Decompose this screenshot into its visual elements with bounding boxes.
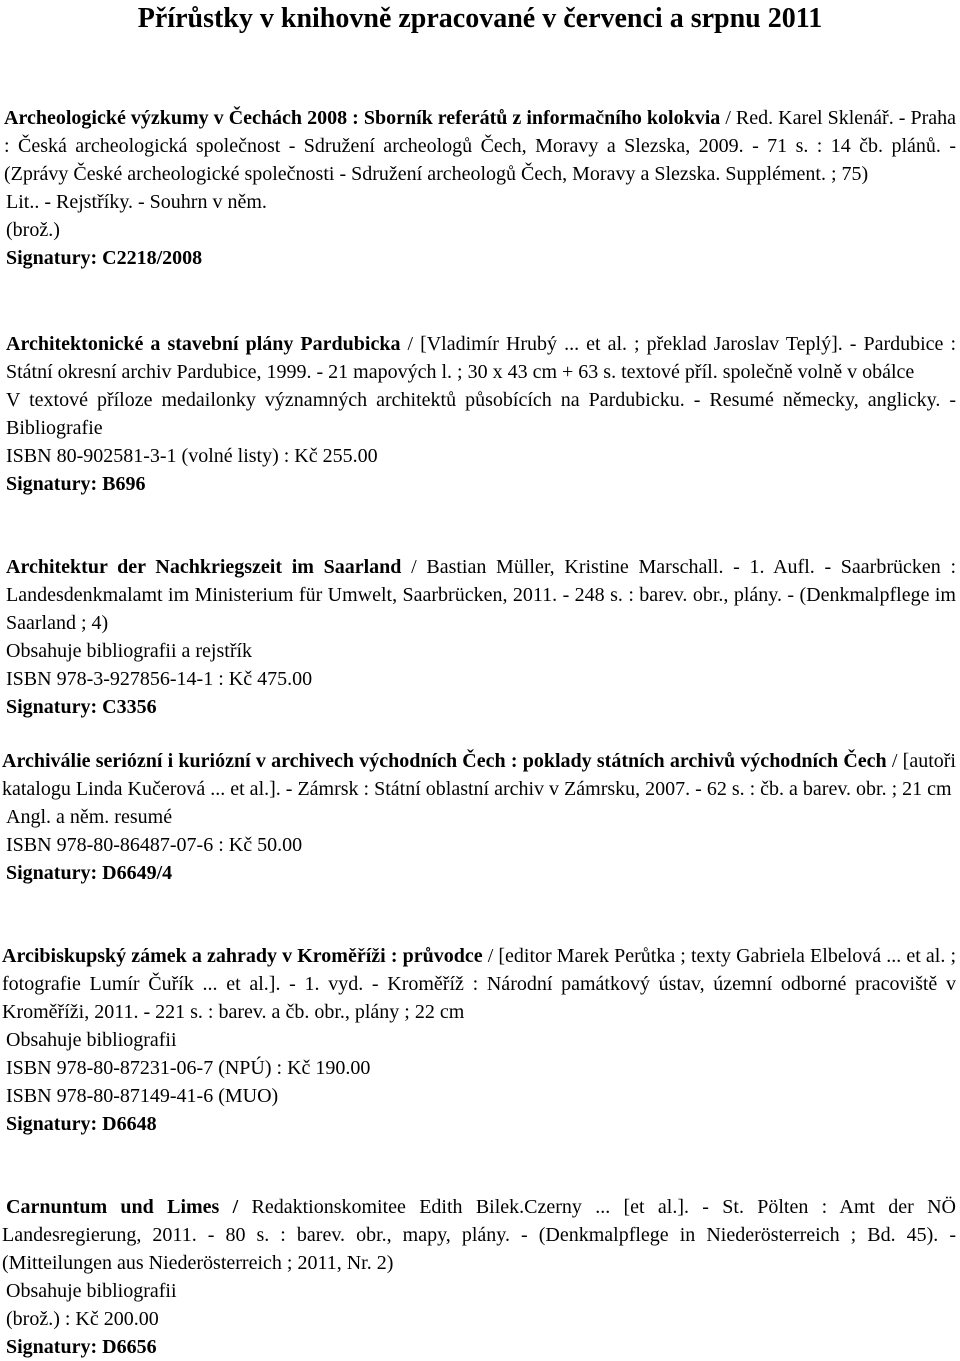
entry-signature: Signatury: C2218/2008 bbox=[6, 247, 203, 269]
catalog-entry bbox=[6, 553, 956, 721]
catalog-entry bbox=[6, 104, 956, 272]
entry-signature: Signatury: C3356 bbox=[6, 696, 157, 718]
entry-note: (brož.) : Kč 200.00 bbox=[6, 1308, 159, 1330]
entry-description bbox=[6, 330, 956, 386]
entry-description bbox=[2, 1193, 956, 1277]
entry-body: / Bastian Müller, Kristine Marschall. - 1. Aufl. - Saarbrücken : Landesdenkmalamt im Ministerium für Umwelt, Saarbrücken, 2011. - 248 s. : barev. obr., plány. - (Denkmalpflege im Saarland ; 4) bbox=[6, 556, 957, 634]
catalog-entry bbox=[2, 1193, 956, 1361]
entry-body: Redaktionskomitee Edith Bilek.Czerny ... [et al.]. - St. Pölten : Amt der NÖ Landesregierung, 2011. - 80 s. : barev. obr., mapy, plány. - (Denkmalpflege in Niederösterreich ; Bd. 45). - (Mitteilungen aus Niederösterreich ; 2011, Nr. 2) bbox=[2, 1196, 956, 1274]
entry-signature: Signatury: D6649/4 bbox=[6, 862, 173, 884]
entry-note: ISBN 978-80-86487-07-6 : Kč 50.00 bbox=[6, 834, 303, 856]
entry-note: ISBN 80-902581-3-1 (volné listy) : Kč 255.00 bbox=[6, 445, 378, 467]
entry-title: Archiválie seriózní i kuriózní v archivech východních Čech : poklady státních archivů východních Čech bbox=[2, 750, 887, 772]
entry-signature: Signatury: D6656 bbox=[6, 1336, 157, 1358]
entry-title: Archeologické výzkumy v Čechách 2008 : Sborník referátů z informačního kolokvia bbox=[4, 107, 721, 129]
entry-title: Carnuntum und Limes / bbox=[6, 1196, 239, 1218]
entry-note: Obsahuje bibliografii bbox=[6, 1280, 177, 1302]
entry-note: ISBN 978-80-87149-41-6 (MUO) bbox=[6, 1085, 279, 1107]
entry-title: Arcibiskupský zámek a zahrady v Kroměříži : průvodce bbox=[2, 945, 483, 967]
entry-description bbox=[2, 747, 956, 803]
entry-note: ISBN 978-3-927856-14-1 : Kč 475.00 bbox=[6, 668, 313, 690]
entry-note: Obsahuje bibliografii bbox=[6, 1029, 177, 1051]
catalog-entry bbox=[2, 942, 956, 1138]
entry-note: ISBN 978-80-87231-06-7 (NPÚ) : Kč 190.00 bbox=[6, 1057, 371, 1079]
entry-signature: Signatury: D6648 bbox=[6, 1113, 157, 1135]
catalog-entry bbox=[6, 330, 956, 498]
entry-body: / Red. Karel Sklenář. - Praha : Česká archeologická společnost - Sdružení archeologů Čech, Moravy a Slezska, 2009. - 71 s. : 14 čb. plánů. - (Zprávy České archeologické společnosti - Sdružení archeologů Čech, Moravy a Slezska. Supplément. ; 75) bbox=[4, 107, 956, 185]
entry-description bbox=[2, 942, 956, 1026]
page-title: Přírůstky v knihovně zpracované v červenci a srpnu 2011 bbox=[137, 3, 823, 34]
entry-title: Architektonické a stavební plány Pardubicka bbox=[6, 333, 401, 355]
entry-description bbox=[4, 104, 956, 188]
entry-signature: Signatury: B696 bbox=[6, 473, 146, 495]
entry-note: V textové příloze medailonky významných architektů působících na Pardubicku. - Resumé německy, anglicky. - Bibliografie bbox=[6, 389, 956, 439]
entry-note: (brož.) bbox=[6, 219, 60, 241]
entry-body: / [autoři katalogu Linda Kučerová ... et al.]. - Zámrsk : Státní oblastní archiv v Zámrsku, 2007. - 62 s. : čb. a barev. obr. ; 21 cm bbox=[2, 750, 956, 800]
entry-note: Obsahuje bibliografii a rejstřík bbox=[6, 640, 253, 662]
entry-note: Angl. a něm. resumé bbox=[6, 806, 173, 828]
entry-body: / [editor Marek Perůtka ; texty Gabriela Elbelová ... et al. ; fotografie Lumír Čuřík ... et al.]. - 1. vyd. - Kroměříž : Národní památkový ústav, územní odborné pracoviště v Kroměříži, 2011. - 221 s. : barev. a čb. obr., plány ; 22 cm bbox=[2, 945, 956, 1023]
entry-body: / [Vladimír Hrubý ... et al. ; překlad Jaroslav Teplý]. - Pardubice : Státní okresní archiv Pardubice, 1999. - 21 mapových l. ; 30 x 43 cm + 63 s. textové příl. společně volně v obálce bbox=[6, 333, 956, 383]
entry-description bbox=[6, 553, 956, 637]
entry-title: Architektur der Nachkriegszeit im Saarland bbox=[6, 556, 402, 578]
entry-note: Lit.. - Rejstříky. - Souhrn v něm. bbox=[6, 191, 267, 213]
catalog-entry bbox=[2, 747, 956, 887]
